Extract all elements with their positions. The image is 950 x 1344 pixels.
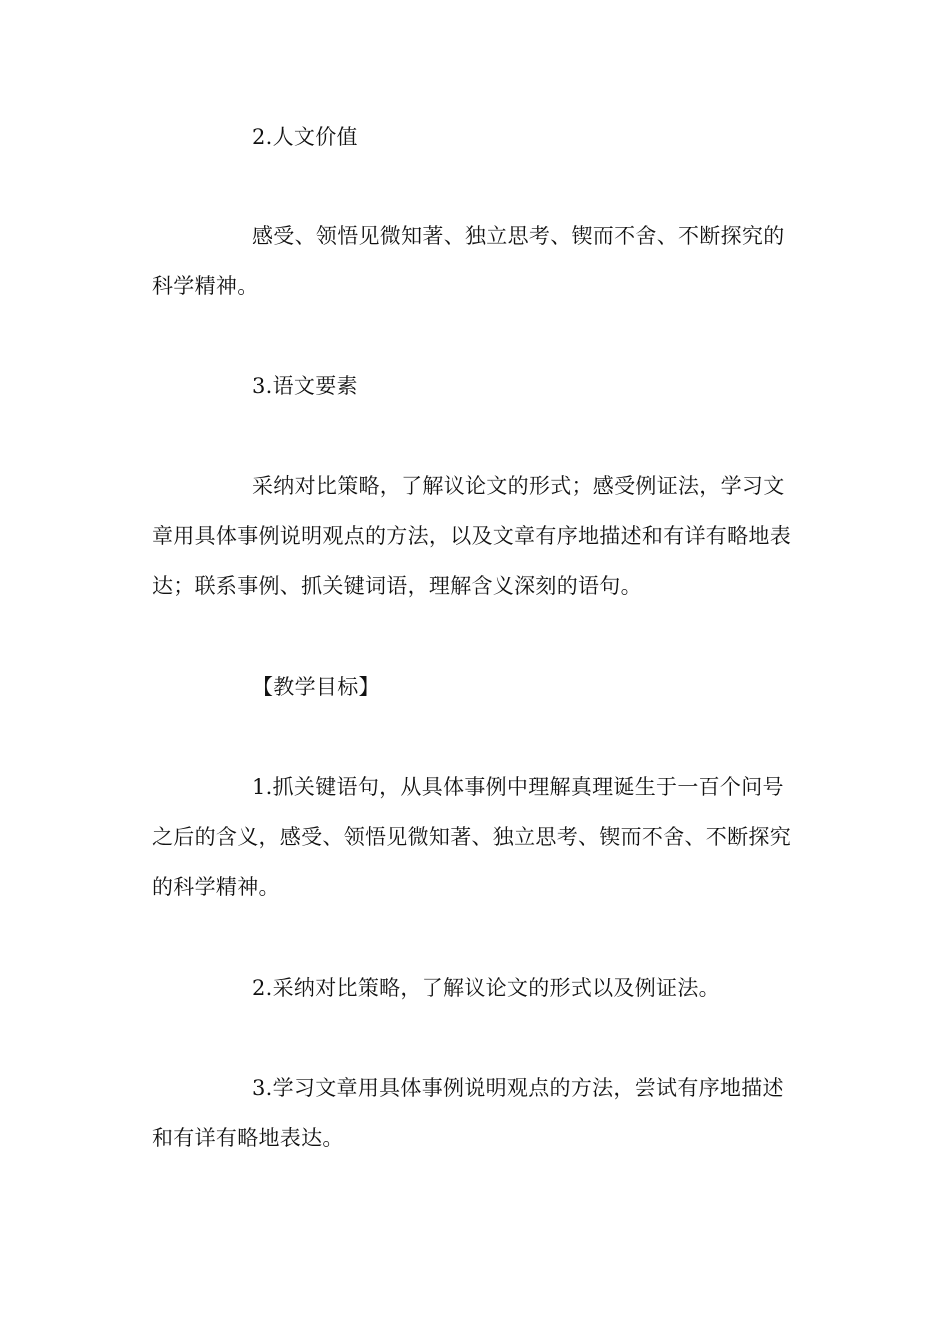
heading-humanistic-value: 2.人文价值 <box>252 125 358 149</box>
heading-teaching-objectives: 【教学目标】 <box>252 675 380 699</box>
paragraph-humanistic-value: 感受、领悟见微知著、独立思考、锲而不舍、不断探究的科学精神。 <box>152 224 785 298</box>
objective-1: 1.抓关键语句，从具体事例中理解真理诞生于一百个问号之后的含义，感受、领悟见微知著、独立思考、锲而不舍、不断探究的科学精神。 <box>152 775 791 899</box>
heading-language-elements: 3.语文要素 <box>252 374 358 398</box>
objective-3: 3.学习文章用具体事例说明观点的方法，尝试有序地描述和有详有略地表达。 <box>152 1076 784 1150</box>
objective-2: 2.采纳对比策略，了解议论文的形式以及例证法。 <box>252 976 720 1000</box>
paragraph-language-elements: 采纳对比策略，了解议论文的形式；感受例证法，学习文章用具体事例说明观点的方法，以及文章有序地描述和有详有略地表达；联系事例、抓关键词语，理解含义深刻的语句。 <box>152 474 791 598</box>
